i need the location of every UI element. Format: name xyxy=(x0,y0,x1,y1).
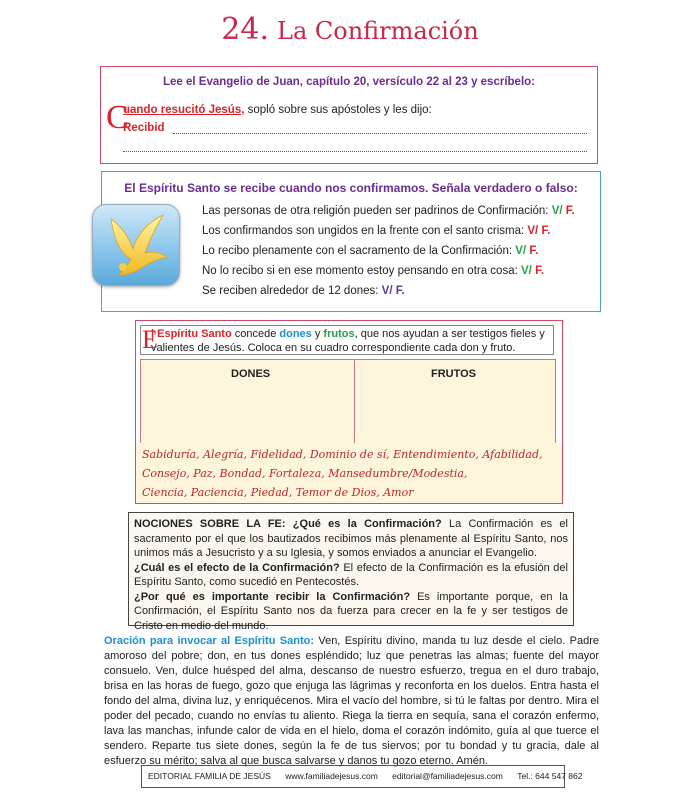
true-false-options[interactable]: V/ F. xyxy=(551,205,575,217)
drop-cap-c: C xyxy=(106,99,129,136)
nociones-box xyxy=(128,512,574,632)
gifts-fruits-box xyxy=(135,320,563,504)
gospel-instruction: Lee el Evangelio de Juan, capítulo 20, versículo 22 al 23 y escríbelo: xyxy=(163,76,535,88)
question-1: NOCIONES SOBRE LA FE: ¿Qué es la Confirmación? xyxy=(134,518,442,530)
true-false-options[interactable]: V/ F. xyxy=(527,225,551,237)
true-false-options[interactable]: V/ F. xyxy=(515,245,539,257)
gospel-line-1-rest: sopló sobre sus apóstoles y les dijo: xyxy=(244,104,432,116)
column-frutos: FRUTOS xyxy=(431,368,477,380)
gospel-line-2-highlight: Recibid xyxy=(123,122,165,134)
footer xyxy=(141,765,583,788)
answer-1: La Confirmación es el sacramento por el que los bautizados recibimos más plenamente al Espíritu Santo, nos unimos más a Jesucristo y a su Iglesia, y somos enviados a anunciar el Evangelio. xyxy=(134,518,568,559)
true-false-instruction: El Espíritu Santo se recibe cuando nos confirmamos. Señala verdadero o falso: xyxy=(124,181,578,195)
question-3: ¿Por qué es importante recibir la Confirmación? xyxy=(134,590,411,603)
gospel-line-2 xyxy=(123,122,165,134)
publisher-name: EDITORIAL FAMILIA DE JESÚS xyxy=(148,771,271,781)
word-bank xyxy=(136,443,562,503)
true-false-options[interactable]: V/ F. xyxy=(521,265,545,277)
statement-4: No lo recibo si en ese momento estoy pensando en otra cosa: V/ F. xyxy=(202,265,545,277)
answer-2: El efecto de la Confirmación es la efusión del Espíritu Santo, como sucedió en Pentecostés. xyxy=(134,561,568,588)
column-dones: DONES xyxy=(231,368,271,380)
gifts-fruits-intro: E l Espíritu Santo concede dones y frutos, que nos ayudan a ser testigos fieles y valientes de Jesús. Coloca en su cuadro correspondiente cada don y fruto. xyxy=(140,325,554,355)
prayer-section xyxy=(104,634,599,769)
gospel-box xyxy=(100,66,598,164)
website-link[interactable]: www.familiadejesus.com xyxy=(285,771,378,781)
true-false-options[interactable]: V/ F. xyxy=(381,285,405,297)
statement-2: Los confirmandos son ungidos en la frente con el santo crisma: V/ F. xyxy=(202,225,551,237)
classification-table xyxy=(140,359,556,456)
lesson-number: 24. xyxy=(221,12,269,47)
lesson-title: La Confirmación xyxy=(277,17,479,45)
page-title xyxy=(0,12,700,47)
phone-number: Tel.: 644 547 862 xyxy=(517,771,583,781)
holy-spirit-dove-icon xyxy=(92,204,180,286)
prayer-title: Oración para invocar al Espíritu Santo: xyxy=(104,635,314,647)
column-divider xyxy=(354,360,355,455)
gospel-line-1-highlight: uando resucitó Jesús, xyxy=(123,104,245,116)
question-2: ¿Cuál es el efecto de la Confirmación? xyxy=(134,561,340,574)
statement-5: Se reciben alrededor de 12 dones: V/ F. xyxy=(202,285,405,297)
answer-3: Es importante porque, en la Confirmación, el Espíritu Santo nos da fuerza para crecer en la fe y ser testigos de Cristo en medio del mundo. xyxy=(134,590,568,632)
drop-cap-e: E xyxy=(142,325,158,354)
statement-1: Las personas de otra religión pueden ser padrinos de Confirmación: V/ F. xyxy=(202,205,575,217)
email-link[interactable]: editorial@familiadejesus.com xyxy=(392,771,503,781)
gospel-line-1 xyxy=(123,104,432,116)
writing-line-1[interactable] xyxy=(173,133,587,134)
prayer-text: Ven, Espíritu divino, manda tu luz desde el cielo. Padre amoroso del pobre; don, en tus dones espléndido; luz que penetras las almas; fuente del mayor consuelo. Ven, dulce huésped del alma, descanso de nuestro esfuerzo, tregua en el duro trabajo, brisa en las horas de fuego, gozo que enjuga las lágrimas y reconforta en los duelos. Entra hasta el fondo del alma, divina luz, y enriquécenos. Mira el vacío del hombre, si tú le faltas por dentro. Mira el poder del pecado, cuando no envías tu aliento. Riega la tierra en sequía, sana el corazón enfermo, lava las manchas, infunde calor de vida en el hielo, doma el corazón indómito, guía al que tuerce el sendero. Reparte tus siete dones, según la fe de tus siervos; por tu bondad y tu gracia, dale al esfuerzo su mérito; salva al que busca salvarse y danos tu gozo eterno. Amén. xyxy=(104,635,599,767)
word-bank-line: Ciencia, Paciencia, Piedad, Temor de Dios, Amor xyxy=(142,486,414,499)
writing-line-2[interactable] xyxy=(123,151,587,152)
word-bank-line: Sabiduría, Alegría, Fidelidad, Dominio de sí, Entendimiento, Afabilidad, xyxy=(142,448,543,461)
statement-3: Lo recibo plenamente con el sacramento de la Confirmación: V/ F. xyxy=(202,245,539,257)
word-bank-line: Consejo, Paz, Bondad, Fortaleza, Mansedumbre/Modestia, xyxy=(142,467,468,480)
true-false-box xyxy=(101,171,601,312)
